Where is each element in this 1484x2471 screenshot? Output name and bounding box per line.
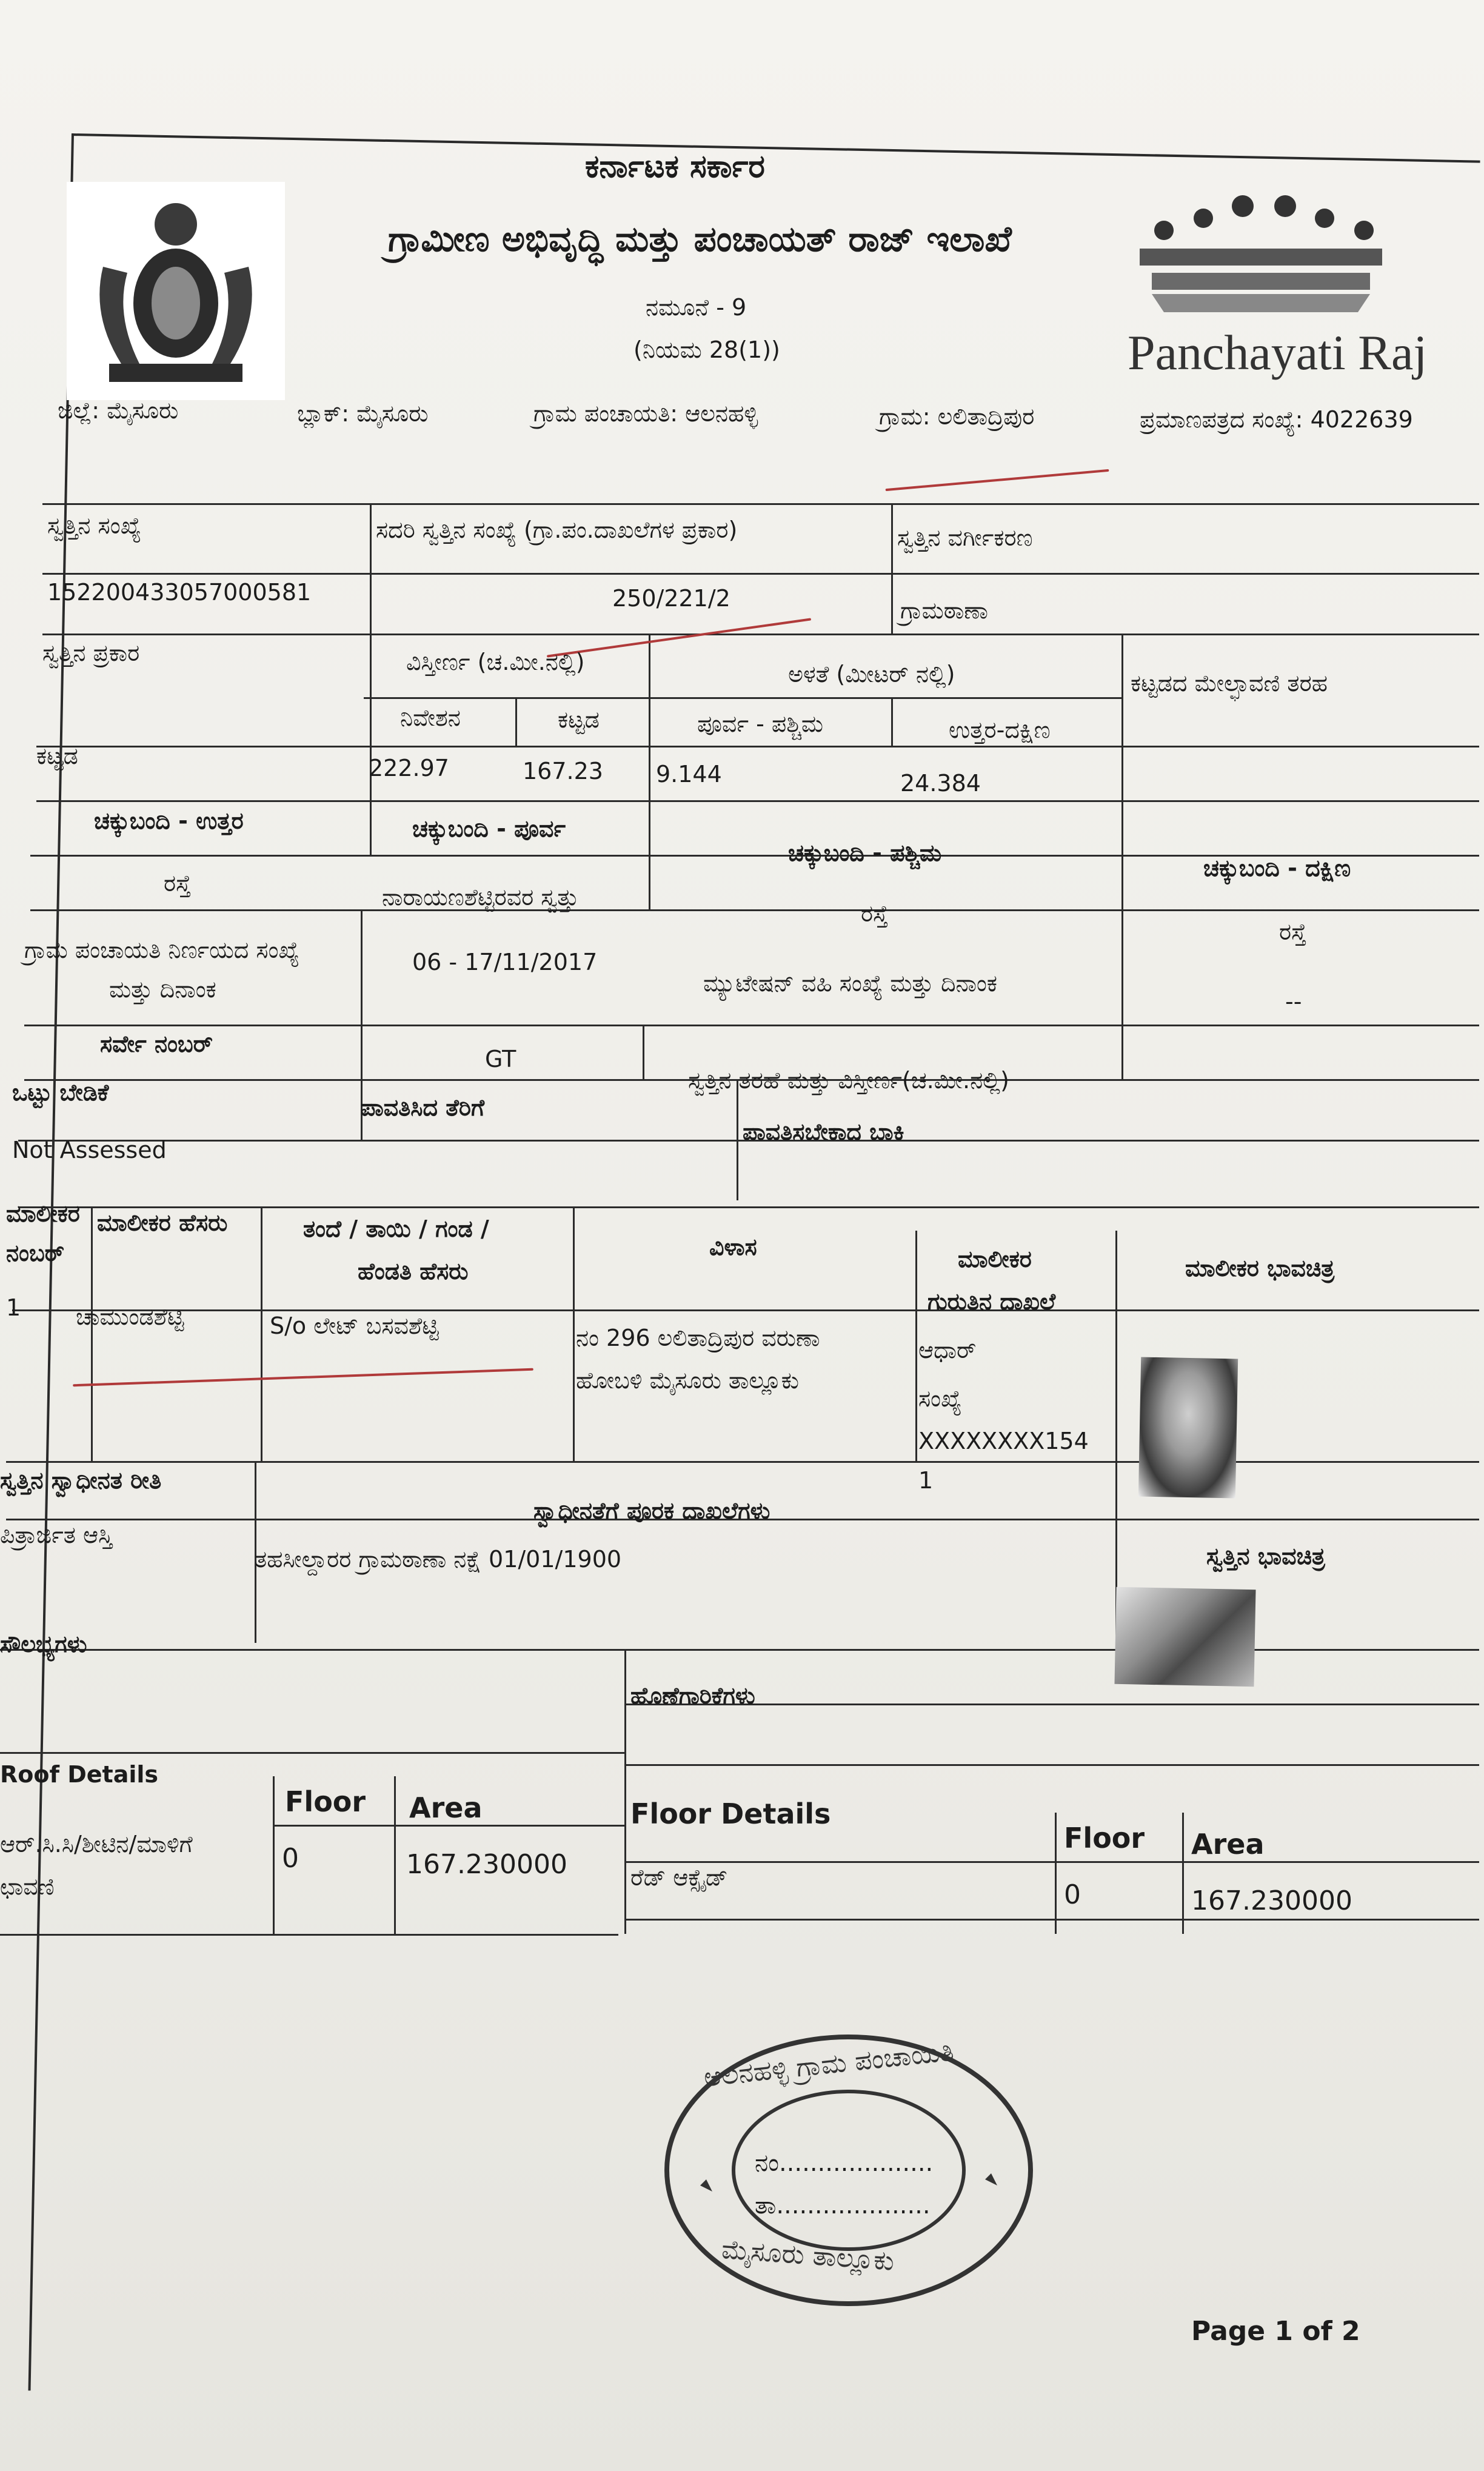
roof-type-value: ಆರ್.ಸಿ.ಸಿ/ಶೀಟಿನ/ಮಾಳಿಗೆ — [0, 1831, 193, 1857]
property-type-value: ಕಟ್ಟಡ — [36, 743, 78, 769]
village: ಗ್ರಾಮ: ಲಲಿತಾದ್ರಿಪುರ — [879, 403, 1035, 430]
mutation-value: -- — [1285, 988, 1302, 1015]
roof-area-label: Area — [409, 1791, 483, 1824]
total-demand-label: ಒಟ್ಟು ಬೇಡಿಕೆ — [12, 1079, 109, 1106]
liabilities-label: ಹೊಣೆಗಾರಿಕೆಗಳು — [630, 1682, 755, 1709]
floor-area-label: Area — [1191, 1828, 1265, 1861]
building-label: ಕಟ್ಟಡ — [558, 706, 600, 733]
id-proof-value: ಆಧಾರ್ — [918, 1337, 977, 1363]
floor-details-label: Floor Details — [630, 1797, 831, 1830]
roof-floor-label: Floor — [285, 1785, 366, 1818]
id-proof-value-2: ಸಂಖ್ಯೆ — [918, 1385, 962, 1412]
owner-number-label-2: ನಂಬರ್ — [6, 1240, 65, 1266]
roof-type-value-2: ಛಾವಣಿ — [0, 1873, 55, 1900]
parent-name-label: ತಂದೆ / ತಾಯಿ / ಗಂಡ / — [303, 1215, 489, 1242]
gram-panchayat: ಗ್ರಾಮ ಪಂಚಾಯತಿ: ಆಲನಹಳ್ಳಿ — [533, 400, 758, 427]
resolution-value: 06 - 17/11/2017 — [412, 949, 598, 975]
property-photo-label: ಸ್ವತ್ತಿನ ಭಾವಚಿತ್ರ — [1206, 1543, 1325, 1570]
resolution-label: ಗ್ರಾಮ ಪಂಚಾಯತಿ ನಿರ್ಣಯದ ಸಂಖ್ಯೆ — [24, 937, 299, 963]
roof-type-label: ಕಟ್ಟಡದ ಮೇಲ್ಛಾವಣಿ ತರಹ — [1131, 670, 1328, 697]
paid-tax-label: ಪಾವತಿಸಿದ ತೆರಿಗೆ — [361, 1094, 485, 1121]
rule-number: (ನಿಯಮ 28(1)) — [633, 336, 780, 363]
site-label: ನಿವೇಶನ — [400, 704, 461, 731]
resolution-label-2: ಮತ್ತು ದಿನಾಂಕ — [109, 976, 216, 1003]
department-title: ಗ್ರಾಮೀಣ ಅಭಿವೃದ್ಧಿ ಮತ್ತು ಪಂಚಾಯತ್ ರಾಜ್ ಇಲಾಖೆ — [388, 218, 1012, 259]
owner-photo — [1138, 1357, 1238, 1498]
south-boundary-value: ರಸ್ತೆ — [1279, 918, 1307, 945]
west-boundary-label: ಚಕ್ಕುಬಂದಿ - ಪಶ್ಚಿಮ — [788, 840, 942, 866]
sadari-number-label: ಸದರಿ ಸ್ವತ್ತಿನ ಸಂಖ್ಯೆ (ಗ್ರಾ.ಪಂ.ದಾಖಲೆಗಳ ಪ್ರಕಾರ) — [376, 517, 738, 543]
state-title: ಕರ್ನಾಟಕ ಸರ್ಕಾರ — [585, 149, 765, 185]
owner-photo-label: ಮಾಲೀಕರ ಭಾವಚಿತ್ರ — [1185, 1255, 1335, 1282]
classification-value: ಗ್ರಾಮಠಾಣಾ — [900, 597, 988, 624]
seal-bottom-text: ಮೈಸೂರು ತಾಲ್ಲೂಕು — [720, 2234, 895, 2277]
floor-area-value: 167.230000 — [1191, 1885, 1352, 1916]
district: ಜಿಲ್ಲೆ: ಮೈಸೂರು — [58, 397, 179, 424]
page-number: Page 1 of 2 — [1191, 2316, 1360, 2347]
south-boundary-label: ಚಕ್ಕುಬಂದಿ - ದಕ್ಷಿಣ — [1203, 855, 1351, 881]
type-area-label: ಸ್ವತ್ತಿನ ತರಹೆ ಮತ್ತು ವಿಸ್ತೀರ್ಣ(ಚ.ಮೀ.ನಲ್ಲಿ) — [688, 1067, 1009, 1094]
panchayati-raj-logo-text: Panchayati Raj — [1128, 325, 1428, 380]
survey-number-label: ಸರ್ವೇ ನಂಬರ್ — [100, 1031, 213, 1057]
owner-name-label: ಮಾಲೀಕರ ಹೆಸರು — [97, 1209, 228, 1236]
address-value-2: ಹೋಬಳಿ ಮೈಸೂರು ತಾಲ್ಲೂಕು — [576, 1367, 799, 1394]
form-number: ನಮೂನೆ - 9 — [646, 294, 747, 321]
area-label: ವಿಸ್ತೀರ್ಣ (ಚ.ಮೀ.ನಲ್ಲಿ) — [406, 649, 585, 675]
north-south-label: ಉತ್ತರ-ದಕ್ಷಿಣ — [949, 717, 1051, 743]
floor-floor-value: 0 — [1064, 1879, 1081, 1910]
parent-name-value: S/o ಲೇಟ್ ಬಸವಶೆಟ್ಟಿ — [270, 1312, 439, 1339]
address-label: ವಿಳಾಸ — [709, 1234, 757, 1260]
north-south-value: 24.384 — [900, 770, 981, 797]
east-boundary-label: ಚಕ್ಕುಬಂದಿ - ಪೂರ್ವ — [412, 815, 566, 842]
west-boundary-value: ರಸ್ತೆ — [861, 900, 889, 927]
certificate-number: ಪ್ರಮಾಣಪತ್ರದ ಸಂಖ್ಯೆ: 4022639 — [1140, 406, 1413, 433]
property-type-label: ಸ್ವತ್ತಿನ ಪ್ರಕಾರ — [42, 640, 140, 666]
owner-name-value: ಚಾಮುಂಡಶೆಟ್ಟಿ — [76, 1303, 184, 1330]
building-area-value: 167.23 — [523, 758, 603, 784]
owner-number-label: ಮಾಲೀಕರ — [6, 1200, 80, 1227]
id-proof-label-2: ಗುರುತಿನ ದಾಖಲೆ — [927, 1288, 1056, 1315]
seal-ring-text: ಆಲನಹಳ್ಳಿ ಗ್ರಾಮ ಪಂಚಾಯಿತಿ — [702, 2036, 955, 2093]
north-boundary-label: ಚಕ್ಕುಬಂದಿ - ಉತ್ತರ — [94, 808, 244, 834]
east-west-value: 9.144 — [656, 761, 722, 787]
parent-name-label-2: ಹೆಂಡತಿ ಹೆಸರು — [358, 1258, 469, 1285]
mutation-label: ಮ್ಯುಟೇಷನ್ ವಹಿ ಸಂಖ್ಯೆ ಮತ್ತು ದಿನಾಂಕ — [703, 970, 997, 997]
floor-type-value: ರೆಡ್ ಆಕ್ಸೈಡ್ — [630, 1864, 728, 1891]
id-proof-label: ಮಾಲೀಕರ — [958, 1246, 1032, 1272]
east-boundary-value: ನಾರಾಯಣಶೆಟ್ಟಿರವರ ಸ್ವತ್ತು — [382, 884, 579, 911]
sadari-number-value: 250/221/2 — [612, 585, 730, 612]
property-photo — [1114, 1587, 1255, 1687]
classification-label: ಸ್ವತ್ತಿನ ವರ್ಗೀಕರಣ — [897, 524, 1033, 551]
property-id-value: 152200433057000581 — [47, 579, 312, 606]
east-west-label: ಪೂರ್ವ - ಪಶ್ಚಿಮ — [697, 711, 823, 737]
roof-floor-value: 0 — [282, 1843, 299, 1874]
site-area-value: 222.97 — [369, 755, 449, 781]
measure-label: ಅಳತೆ (ಮೀಟರ್ ನಲ್ಲಿ) — [788, 661, 955, 687]
id-proof-value-3: XXXXXXXX154 — [918, 1428, 1089, 1454]
property-id-label: ಸ್ವತ್ತಿನ ಸಂಖ್ಯೆ — [47, 512, 141, 539]
id-proof-value-4: 1 — [918, 1467, 934, 1494]
supporting-docs-label: ಸ್ವಾಧೀನತೆಗೆ ಪೂರಕ ದಾಖಲೆಗಳು — [533, 1497, 770, 1524]
block: ಬ್ಲಾಕ್: ಮೈಸೂರು — [297, 400, 429, 427]
roof-area-value: 167.230000 — [406, 1849, 567, 1880]
owner-number-value: 1 — [6, 1294, 21, 1321]
facilities-label: ಸೌಲಭ್ಯಗಳು — [0, 1631, 87, 1657]
survey-number-value: GT — [485, 1046, 516, 1072]
seal-line-2: ತಾ.................... — [755, 2192, 931, 2219]
seal-line-1: ನಂ.................... — [755, 2149, 934, 2177]
due-balance-label: ಪಾವತಿಸಬೇಕಾದ ಬಾಕಿ — [743, 1118, 904, 1145]
north-boundary-value: ರಸ್ತೆ — [164, 870, 192, 897]
ownership-mode-label: ಸ್ವತ್ತಿನ ಸ್ವಾಧೀನತ ರೀತಿ — [0, 1467, 162, 1494]
address-value: ನಂ 296 ಲಲಿತಾದ್ರಿಪುರ ವರುಣಾ — [576, 1325, 820, 1351]
roof-details-label: Roof Details — [0, 1761, 159, 1788]
floor-floor-label: Floor — [1064, 1822, 1145, 1854]
ownership-mode-value: ಪಿತ್ರಾರ್ಜಿತ ಆಸ್ತಿ — [0, 1522, 113, 1548]
total-demand-value: Not Assessed — [12, 1137, 167, 1163]
supporting-docs-value: ತಹಸೀಲ್ದಾರರ ಗ್ರಾಮಠಾಣಾ ನಕ್ಷೆ 01/01/1900 — [255, 1546, 622, 1573]
